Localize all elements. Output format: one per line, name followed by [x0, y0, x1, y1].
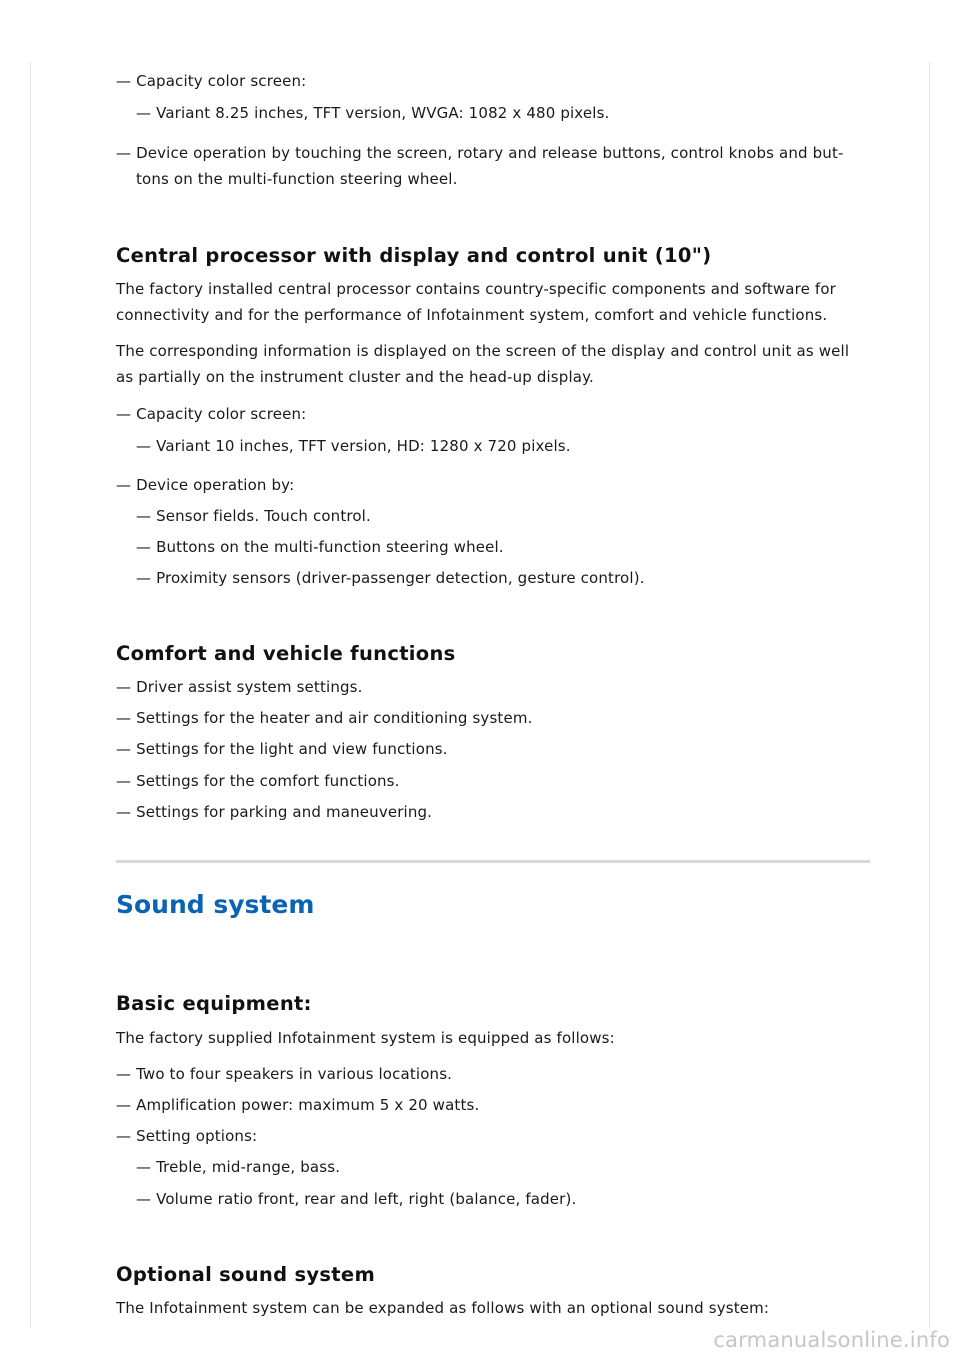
basic-equipment-intro: The factory supplied Infotainment system is equipped as follows:: [116, 1029, 615, 1047]
watermark-text: carmanualsonline.info: [713, 1328, 950, 1352]
comfort-item-driver-assist: — Driver assist system settings.: [116, 678, 363, 696]
variant-825-spec: — Variant 8.25 inches, TFT version, WVGA: 1082 x 480 pixels.: [136, 104, 610, 122]
device-operation-label: — Device operation by:: [116, 476, 295, 494]
capacity-color-screen-label: — Capacity color screen:: [116, 72, 307, 90]
basic-sub-item-treble: — Treble, mid-range, bass.: [136, 1158, 341, 1176]
capacity-color-screen-label-10: — Capacity color screen:: [116, 405, 307, 423]
sound-system-heading: Sound system: [116, 890, 315, 919]
central-processor-paragraph-1: The factory installed central processor contains country-specific components and software for connectivity and for the performance of Infotainment system, comfort and vehicle functions.: [116, 280, 836, 324]
op-item-sensor-fields: — Sensor fields. Touch control.: [136, 507, 371, 525]
op-item-steering-buttons: — Buttons on the multi-function steering wheel.: [136, 538, 504, 556]
section-divider: [116, 860, 870, 863]
comfort-item-light-view: — Settings for the light and view functions.: [116, 740, 448, 758]
basic-item-setting-options: — Setting options:: [116, 1127, 258, 1145]
op-item-proximity-sensors: — Proximity sensors (driver-passenger detection, gesture control).: [136, 569, 645, 587]
comfort-item-comfort: — Settings for the comfort functions.: [116, 772, 400, 790]
comfort-item-heater: — Settings for the heater and air conditioning system.: [116, 709, 533, 727]
basic-item-amplification: — Amplification power: maximum 5 x 20 watts.: [116, 1096, 480, 1114]
central-processor-paragraph-2: The corresponding information is displayed on the screen of the display and control unit as well as partially on the instrument cluster and the head-up display.: [116, 342, 850, 386]
comfort-item-parking: — Settings for parking and maneuvering.: [116, 803, 433, 821]
basic-sub-item-volume-ratio: — Volume ratio front, rear and left, right (balance, fader).: [136, 1190, 577, 1208]
device-operation-825: — Device operation by touching the screen, rotary and release buttons, control knobs and but-tons on the multi-function steering wheel.: [116, 144, 844, 188]
optional-sound-intro: The Infotainment system can be expanded as follows with an optional sound system:: [116, 1299, 770, 1317]
central-processor-heading: Central processor with display and control unit (10"): [116, 244, 712, 267]
page-margin-rule-left: [30, 62, 31, 1328]
basic-equipment-heading: Basic equipment:: [116, 992, 312, 1015]
page-margin-rule-right: [929, 62, 930, 1328]
basic-item-speakers: — Two to four speakers in various locations.: [116, 1065, 453, 1083]
comfort-functions-heading: Comfort and vehicle functions: [116, 642, 456, 665]
optional-sound-heading: Optional sound system: [116, 1263, 376, 1286]
variant-10-spec: — Variant 10 inches, TFT version, HD: 1280 x 720 pixels.: [136, 437, 571, 455]
